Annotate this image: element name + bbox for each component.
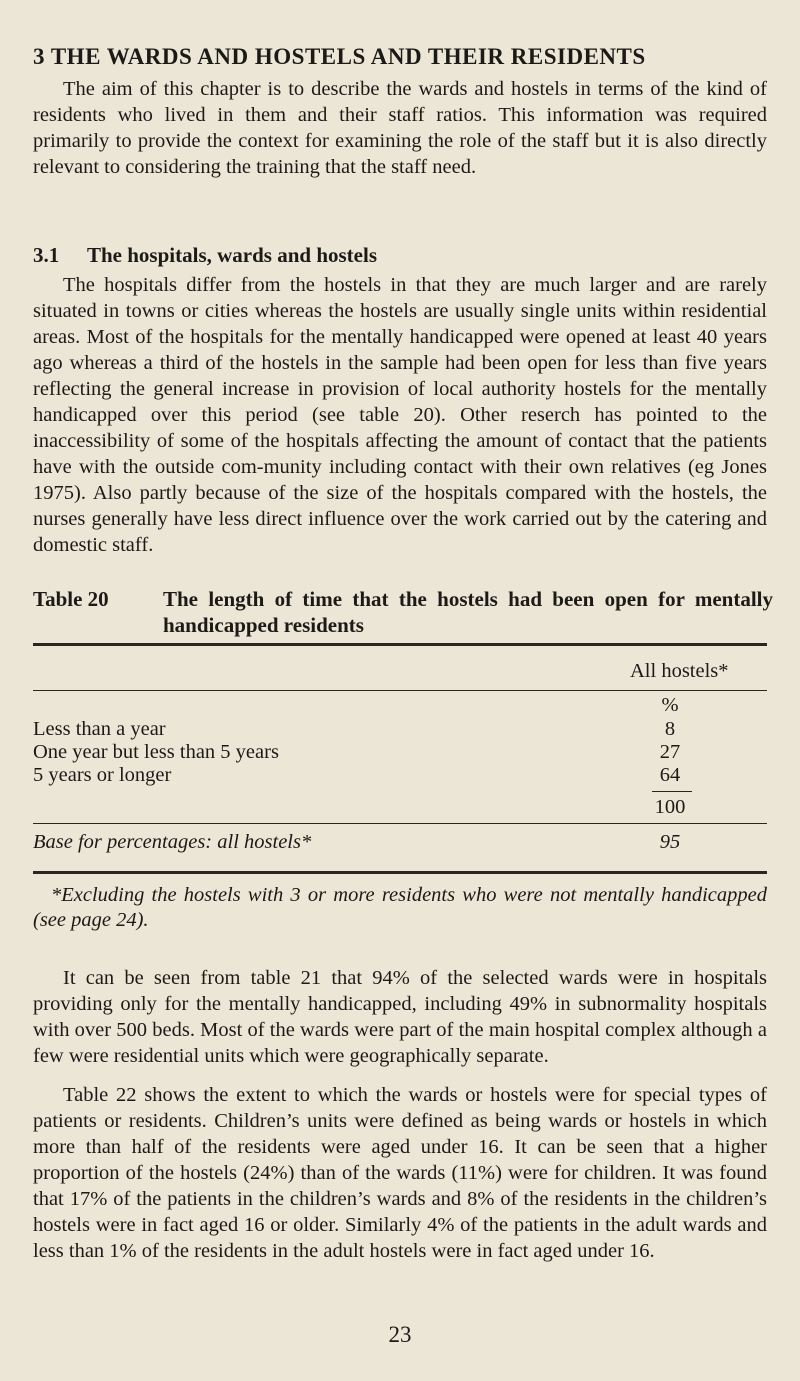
table-caption xyxy=(33,586,773,638)
table-caption-text: The length of time that the hostels had been open for mentally handicapped residents xyxy=(163,587,773,637)
table-label: Table 20 xyxy=(33,587,109,611)
page-number: 23 xyxy=(388,1322,412,1347)
row-value: 27 xyxy=(659,741,681,763)
table-base-rule xyxy=(33,823,767,824)
row-label: 5 years or longer xyxy=(33,764,172,786)
total-value: 100 xyxy=(654,796,686,818)
column-header: All hostels* xyxy=(630,660,729,682)
section-heading xyxy=(33,243,377,268)
hospitals-paragraph: The hospitals differ from the hostels in that they are much larger and are rarely situated in towns or cities whereas the hostels are usually single units within residential areas. Most of the hospitals for the mentally handicapped were opened at least 40 years ago whereas a third of the hostels in the sample had been open for less than five years reflecting the general increase in provision of local authority hostels for the mentally handicapped over this period (see table 20). Other reserch has pointed to the inaccessibility of some of the hospitals affecting the amount of contact that the patients have with the outside com-munity including contact with their own relatives (eg Jones 1975). Also partly because of the size of the hospitals compared with the hostels, the nurses generally have less direct influence over the work carried out by the catering and domestic staff. xyxy=(33,274,767,556)
section-title-text: The hospitals, wards and hostels xyxy=(87,243,377,267)
total-rule xyxy=(652,791,692,792)
table-bottom-rule xyxy=(33,871,767,874)
row-value: 64 xyxy=(659,764,681,786)
table-header-rule xyxy=(33,690,767,691)
section-number: 3.1 xyxy=(33,243,60,267)
intro-paragraph: The aim of this chapter is to describe the wards and hostels in terms of the kind of residents who lived in them and their staff ratios. This information was required primarily to provide the context for examining the role of the staff but it is also directly relevant to considering the training that the staff need. xyxy=(33,78,767,178)
wards-paragraph: It can be seen from table 21 that 94% of the selected wards were in hospitals providing only for the mentally handicapped, including 49% in subnormality hospitals with over 500 beds. Most of the wards were part of the main hospital complex although a few were residential units which were geographically separate. xyxy=(33,967,767,1067)
base-value: 95 xyxy=(659,831,681,853)
base-label: Base for percentages: all hostels* xyxy=(33,831,312,853)
row-label: Less than a year xyxy=(33,718,166,740)
row-label: One year but less than 5 years xyxy=(33,741,279,763)
chapter-title: 3 THE WARDS AND HOSTELS AND THEIR RESIDENTS xyxy=(33,44,646,69)
table-top-rule xyxy=(33,643,767,646)
table-footnote: *Excluding the hostels with 3 or more residents who were not mentally handicapped (see page 24). xyxy=(33,884,767,931)
unit-label: % xyxy=(661,694,679,716)
special-types-paragraph: Table 22 shows the extent to which the wards or hostels were for special types of patients or residents. Children’s units were defined as being wards or hostels in which more than half of the residents were aged under 16. It can be seen that a higher proportion of the hostels (24%) than of the wards (11%) were for children. It was found that 17% of the patients in the children’s wards and 8% of the residents in the children’s hostels were in fact aged 16 or older. Similarly 4% of the patients in the adult wards and less than 1% of the residents in the adult hostels were in fact aged under 16. xyxy=(33,1084,767,1262)
row-value: 8 xyxy=(664,718,676,740)
